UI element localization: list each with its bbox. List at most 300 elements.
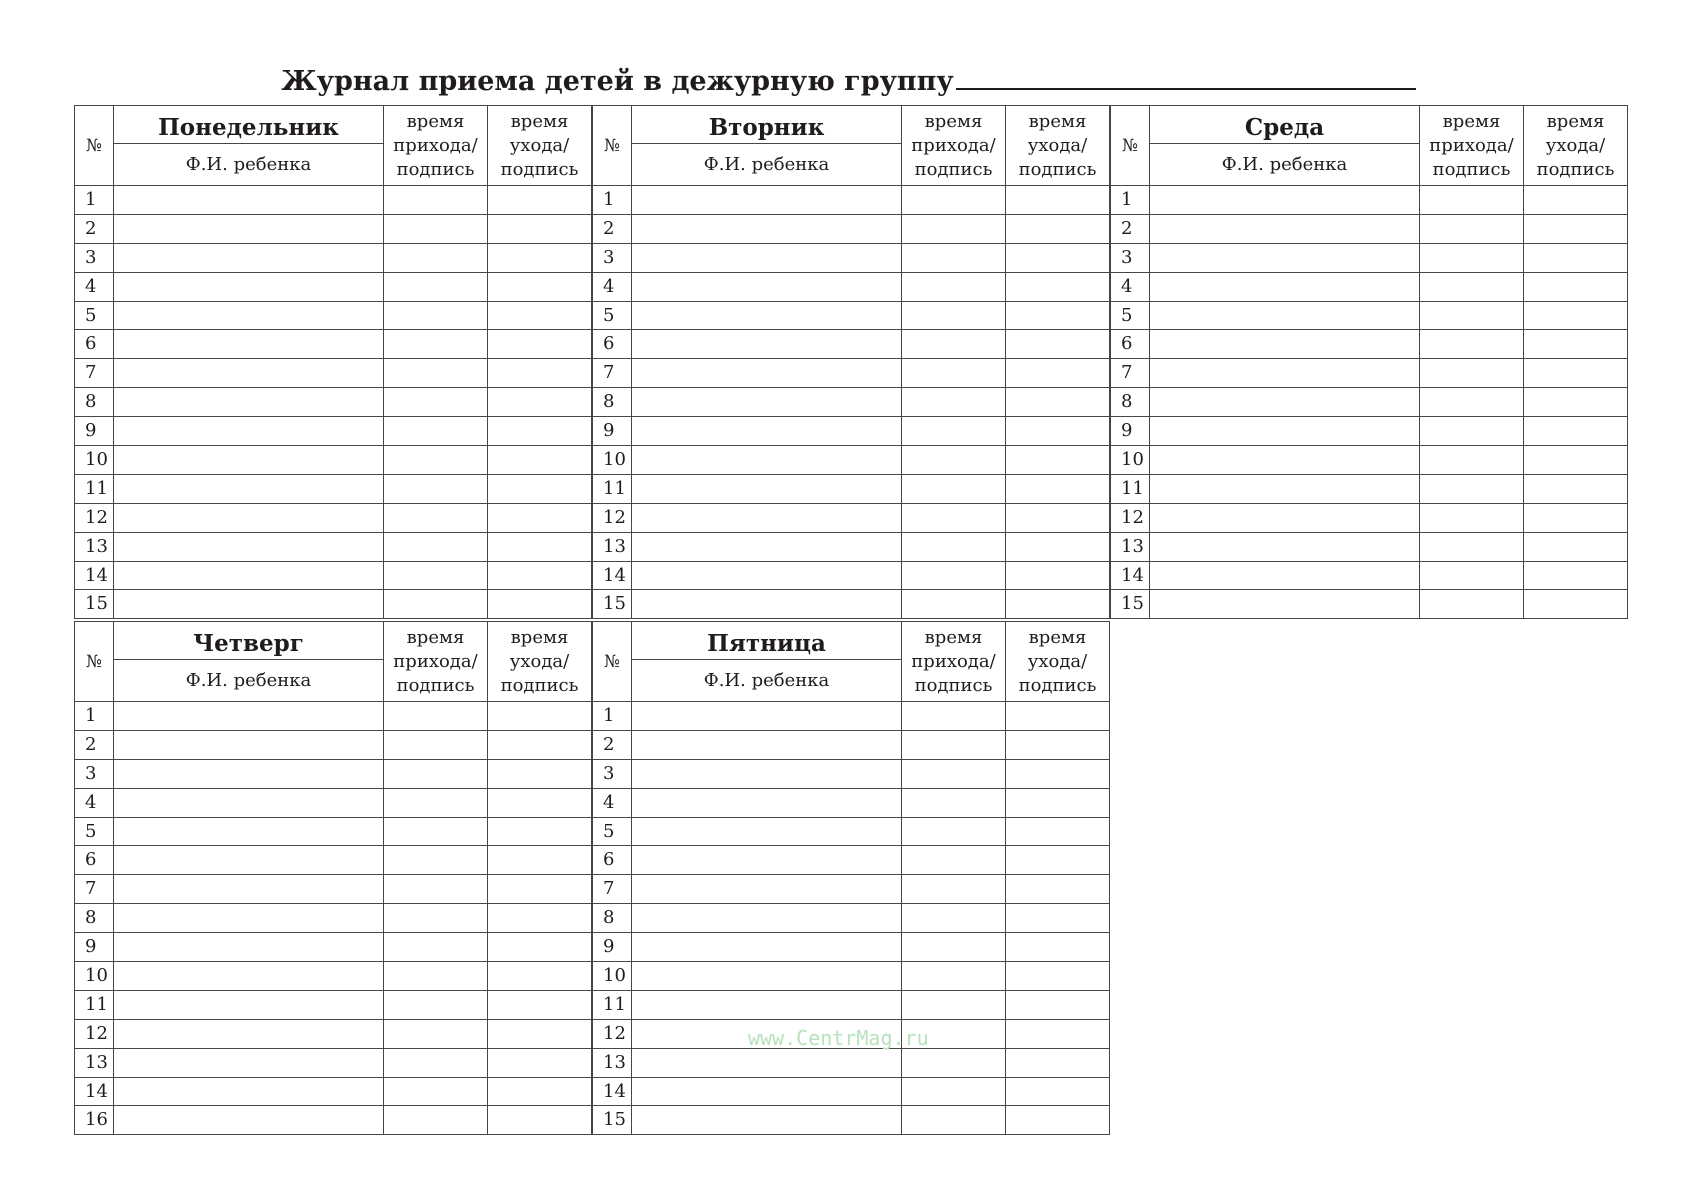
arrival-cell[interactable] <box>384 846 488 875</box>
leave-cell[interactable] <box>1006 272 1110 301</box>
child-name-cell[interactable] <box>632 990 902 1019</box>
arrival-cell[interactable] <box>902 846 1006 875</box>
leave-cell[interactable] <box>1524 272 1628 301</box>
leave-label-line1: время <box>510 626 569 648</box>
row-number: 9 <box>75 417 114 446</box>
arrival-cell[interactable] <box>902 962 1006 991</box>
leave-cell[interactable] <box>1524 503 1628 532</box>
child-name-cell[interactable] <box>114 702 384 731</box>
arrival-cell[interactable] <box>902 788 1006 817</box>
arrival-cell[interactable] <box>384 875 488 904</box>
arrival-cell[interactable] <box>384 446 488 475</box>
leave-cell[interactable] <box>488 904 592 933</box>
leave-cell[interactable] <box>488 788 592 817</box>
leave-label-line3: подпись <box>1018 674 1097 696</box>
arrival-cell[interactable] <box>384 1019 488 1048</box>
child-name-cell[interactable] <box>632 301 902 330</box>
arrival-cell[interactable] <box>1420 186 1524 215</box>
table-row <box>593 817 1110 846</box>
child-name-cell[interactable] <box>632 186 902 215</box>
arrival-cell[interactable] <box>1420 503 1524 532</box>
arrival-cell[interactable] <box>902 817 1006 846</box>
child-name-cell[interactable] <box>632 214 902 243</box>
leave-cell[interactable] <box>1524 243 1628 272</box>
leave-cell[interactable] <box>1006 990 1110 1019</box>
arrival-cell[interactable] <box>902 933 1006 962</box>
child-name-cell[interactable] <box>114 875 384 904</box>
child-name-cell[interactable] <box>1150 186 1420 215</box>
leave-cell[interactable] <box>488 875 592 904</box>
row-number: 12 <box>593 503 632 532</box>
table-row <box>593 788 1110 817</box>
table-row <box>75 788 592 817</box>
leave-cell[interactable] <box>1006 730 1110 759</box>
child-name-cell[interactable] <box>114 759 384 788</box>
row-number: 5 <box>593 301 632 330</box>
arrival-cell[interactable] <box>902 730 1006 759</box>
leave-cell[interactable] <box>1524 446 1628 475</box>
child-name-column-header: Ф.И. ребенка <box>114 144 384 186</box>
leave-cell[interactable] <box>488 503 592 532</box>
leave-cell[interactable] <box>1006 962 1110 991</box>
arrival-cell[interactable] <box>1420 301 1524 330</box>
table-row <box>593 417 1110 446</box>
child-name-cell[interactable] <box>632 846 902 875</box>
arrival-cell[interactable] <box>1420 590 1524 619</box>
leave-cell[interactable] <box>488 817 592 846</box>
leave-cell[interactable] <box>1006 817 1110 846</box>
child-name-cell[interactable] <box>114 990 384 1019</box>
arrival-cell[interactable] <box>1420 388 1524 417</box>
table-row <box>75 532 592 561</box>
leave-label-line1: время <box>1546 110 1605 132</box>
table-row <box>75 990 592 1019</box>
child-name-cell[interactable] <box>114 186 384 215</box>
table-row <box>75 301 592 330</box>
child-name-cell[interactable] <box>114 388 384 417</box>
leave-cell[interactable] <box>1006 846 1110 875</box>
arrival-cell[interactable] <box>384 933 488 962</box>
child-name-cell[interactable] <box>1150 243 1420 272</box>
arrival-cell[interactable] <box>384 301 488 330</box>
leave-cell[interactable] <box>1006 904 1110 933</box>
leave-time-header <box>488 622 592 702</box>
arrival-label-line2: прихода/ <box>1429 134 1514 156</box>
table-row <box>593 214 1110 243</box>
child-name-cell[interactable] <box>632 730 902 759</box>
number-column-header: № <box>593 106 632 186</box>
arrival-cell[interactable] <box>384 214 488 243</box>
arrival-cell[interactable] <box>902 990 1006 1019</box>
arrival-cell[interactable] <box>384 474 488 503</box>
child-name-cell[interactable] <box>114 532 384 561</box>
leave-cell[interactable] <box>488 730 592 759</box>
child-name-cell[interactable] <box>114 330 384 359</box>
child-name-cell[interactable] <box>114 962 384 991</box>
child-name-column-header: Ф.И. ребенка <box>632 144 902 186</box>
table-row <box>75 759 592 788</box>
arrival-cell[interactable] <box>902 186 1006 215</box>
child-name-cell[interactable] <box>1150 561 1420 590</box>
leave-cell[interactable] <box>1006 214 1110 243</box>
arrival-cell[interactable] <box>902 359 1006 388</box>
child-name-cell[interactable] <box>114 904 384 933</box>
row-number: 8 <box>1111 388 1150 417</box>
row-number: 1 <box>593 702 632 731</box>
arrival-cell[interactable] <box>902 1106 1006 1135</box>
arrival-cell[interactable] <box>902 503 1006 532</box>
child-name-cell[interactable] <box>114 1106 384 1135</box>
leave-label-line1: время <box>1028 110 1087 132</box>
table-row <box>593 962 1110 991</box>
arrival-cell[interactable] <box>1420 532 1524 561</box>
child-name-cell[interactable] <box>114 846 384 875</box>
leave-cell[interactable] <box>488 474 592 503</box>
arrival-cell[interactable] <box>384 359 488 388</box>
leave-cell[interactable] <box>488 532 592 561</box>
leave-cell[interactable] <box>1006 359 1110 388</box>
row-number: 10 <box>593 446 632 475</box>
row-number: 9 <box>1111 417 1150 446</box>
row-number: 6 <box>593 330 632 359</box>
leave-cell[interactable] <box>488 243 592 272</box>
child-name-cell[interactable] <box>1150 417 1420 446</box>
child-name-cell[interactable] <box>1150 301 1420 330</box>
leave-cell[interactable] <box>488 759 592 788</box>
arrival-cell[interactable] <box>384 730 488 759</box>
child-name-cell[interactable] <box>1150 590 1420 619</box>
arrival-cell[interactable] <box>902 474 1006 503</box>
row-number: 4 <box>1111 272 1150 301</box>
leave-cell[interactable] <box>1006 186 1110 215</box>
arrival-cell[interactable] <box>384 330 488 359</box>
table-row <box>593 561 1110 590</box>
arrival-cell[interactable] <box>902 417 1006 446</box>
arrival-cell[interactable] <box>384 1048 488 1077</box>
child-name-cell[interactable] <box>1150 388 1420 417</box>
child-name-cell[interactable] <box>114 446 384 475</box>
title-text: Журнал приема детей в дежурную группу <box>281 66 954 97</box>
child-name-cell[interactable] <box>632 243 902 272</box>
child-name-cell[interactable] <box>632 962 902 991</box>
leave-cell[interactable] <box>1006 446 1110 475</box>
leave-cell[interactable] <box>1006 243 1110 272</box>
leave-cell[interactable] <box>1006 702 1110 731</box>
leave-cell[interactable] <box>1006 1019 1110 1048</box>
child-name-cell[interactable] <box>1150 359 1420 388</box>
leave-cell[interactable] <box>488 301 592 330</box>
leave-time-header <box>1524 106 1628 186</box>
arrival-cell[interactable] <box>902 532 1006 561</box>
row-number: 4 <box>75 272 114 301</box>
arrival-cell[interactable] <box>902 702 1006 731</box>
row-number: 12 <box>593 1019 632 1048</box>
arrival-cell[interactable] <box>902 446 1006 475</box>
table-row <box>1111 272 1628 301</box>
arrival-cell[interactable] <box>1420 561 1524 590</box>
child-name-cell[interactable] <box>114 243 384 272</box>
leave-cell[interactable] <box>488 186 592 215</box>
row-number: 1 <box>1111 186 1150 215</box>
arrival-cell[interactable] <box>1420 214 1524 243</box>
table-row <box>593 933 1110 962</box>
arrival-cell[interactable] <box>384 962 488 991</box>
child-name-cell[interactable] <box>632 503 902 532</box>
arrival-cell[interactable] <box>384 186 488 215</box>
leave-cell[interactable] <box>488 590 592 619</box>
arrival-cell[interactable] <box>1420 330 1524 359</box>
leave-label-line2: ухода/ <box>1027 650 1088 672</box>
leave-cell[interactable] <box>488 846 592 875</box>
arrival-cell[interactable] <box>902 1048 1006 1077</box>
leave-cell[interactable] <box>1006 532 1110 561</box>
leave-cell[interactable] <box>1006 330 1110 359</box>
leave-cell[interactable] <box>1524 417 1628 446</box>
leave-time-header <box>488 106 592 186</box>
arrival-cell[interactable] <box>384 990 488 1019</box>
leave-cell[interactable] <box>1006 388 1110 417</box>
leave-cell[interactable] <box>488 561 592 590</box>
leave-cell[interactable] <box>1524 330 1628 359</box>
arrival-cell[interactable] <box>902 330 1006 359</box>
arrival-cell[interactable] <box>902 388 1006 417</box>
leave-cell[interactable] <box>1524 186 1628 215</box>
arrival-cell[interactable] <box>902 243 1006 272</box>
child-name-cell[interactable] <box>1150 446 1420 475</box>
leave-cell[interactable] <box>488 359 592 388</box>
leave-cell[interactable] <box>488 446 592 475</box>
arrival-label-line3: подпись <box>396 674 475 696</box>
table-row <box>75 272 592 301</box>
arrival-cell[interactable] <box>1420 417 1524 446</box>
arrival-cell[interactable] <box>902 590 1006 619</box>
leave-cell[interactable] <box>1524 590 1628 619</box>
arrival-cell[interactable] <box>902 759 1006 788</box>
row-number: 4 <box>593 272 632 301</box>
child-name-cell[interactable] <box>114 1048 384 1077</box>
arrival-cell[interactable] <box>1420 446 1524 475</box>
arrival-cell[interactable] <box>384 503 488 532</box>
child-name-cell[interactable] <box>114 272 384 301</box>
child-name-cell[interactable] <box>114 590 384 619</box>
arrival-cell[interactable] <box>384 532 488 561</box>
child-name-cell[interactable] <box>632 904 902 933</box>
row-number: 13 <box>75 1048 114 1077</box>
child-name-column-header: Ф.И. ребенка <box>1150 144 1420 186</box>
table-row <box>75 561 592 590</box>
row-number: 1 <box>75 702 114 731</box>
child-name-cell[interactable] <box>114 474 384 503</box>
child-name-cell[interactable] <box>1150 532 1420 561</box>
arrival-cell[interactable] <box>384 788 488 817</box>
table-row <box>75 214 592 243</box>
leave-cell[interactable] <box>488 330 592 359</box>
leave-cell[interactable] <box>1006 875 1110 904</box>
child-name-cell[interactable] <box>632 417 902 446</box>
arrival-cell[interactable] <box>384 817 488 846</box>
arrival-cell[interactable] <box>384 417 488 446</box>
leave-cell[interactable] <box>488 962 592 991</box>
leave-cell[interactable] <box>1524 214 1628 243</box>
child-name-cell[interactable] <box>114 417 384 446</box>
child-name-cell[interactable] <box>1150 503 1420 532</box>
leave-label-line1: время <box>510 110 569 132</box>
leave-cell[interactable] <box>1006 1106 1110 1135</box>
arrival-label-line2: прихода/ <box>911 650 996 672</box>
arrival-cell[interactable] <box>902 272 1006 301</box>
child-name-cell[interactable] <box>632 272 902 301</box>
arrival-cell[interactable] <box>384 1106 488 1135</box>
leave-cell[interactable] <box>1006 590 1110 619</box>
table-row <box>593 186 1110 215</box>
arrival-cell[interactable] <box>384 904 488 933</box>
arrival-cell[interactable] <box>1420 272 1524 301</box>
child-name-cell[interactable] <box>114 359 384 388</box>
arrival-cell[interactable] <box>902 875 1006 904</box>
child-name-cell[interactable] <box>114 817 384 846</box>
arrival-cell[interactable] <box>384 759 488 788</box>
leave-cell[interactable] <box>1524 359 1628 388</box>
row-number: 15 <box>1111 590 1150 619</box>
arrival-cell[interactable] <box>384 272 488 301</box>
leave-cell[interactable] <box>1006 561 1110 590</box>
leave-cell[interactable] <box>1006 301 1110 330</box>
child-name-cell[interactable] <box>114 933 384 962</box>
row-number: 3 <box>593 759 632 788</box>
leave-cell[interactable] <box>488 702 592 731</box>
leave-cell[interactable] <box>488 1048 592 1077</box>
table-row <box>75 962 592 991</box>
leave-cell[interactable] <box>488 1019 592 1048</box>
arrival-cell[interactable] <box>384 1077 488 1106</box>
arrival-cell[interactable] <box>902 904 1006 933</box>
child-name-cell[interactable] <box>632 817 902 846</box>
table-row <box>1111 359 1628 388</box>
child-name-cell[interactable] <box>114 1019 384 1048</box>
table-row <box>1111 388 1628 417</box>
arrival-cell[interactable] <box>1420 359 1524 388</box>
row-number: 14 <box>75 561 114 590</box>
child-name-cell[interactable] <box>114 788 384 817</box>
child-name-cell[interactable] <box>1150 214 1420 243</box>
row-number: 3 <box>75 759 114 788</box>
child-name-cell[interactable] <box>114 301 384 330</box>
row-number: 5 <box>75 817 114 846</box>
child-name-cell[interactable] <box>632 388 902 417</box>
child-name-cell[interactable] <box>632 474 902 503</box>
child-name-cell[interactable] <box>114 730 384 759</box>
leave-cell[interactable] <box>488 214 592 243</box>
row-number: 11 <box>75 474 114 503</box>
leave-cell[interactable] <box>488 272 592 301</box>
child-name-cell[interactable] <box>114 214 384 243</box>
row-number: 6 <box>1111 330 1150 359</box>
child-name-cell[interactable] <box>632 702 902 731</box>
child-name-cell[interactable] <box>114 1077 384 1106</box>
leave-time-header <box>1006 622 1110 702</box>
arrival-cell[interactable] <box>384 702 488 731</box>
child-name-cell[interactable] <box>632 875 902 904</box>
row-number: 8 <box>75 388 114 417</box>
leave-cell[interactable] <box>1006 474 1110 503</box>
arrival-cell[interactable] <box>902 214 1006 243</box>
leave-label-line2: ухода/ <box>1027 134 1088 156</box>
arrival-cell[interactable] <box>902 301 1006 330</box>
leave-cell[interactable] <box>488 990 592 1019</box>
child-name-cell[interactable] <box>632 1077 902 1106</box>
leave-cell[interactable] <box>488 1106 592 1135</box>
table-row <box>593 359 1110 388</box>
child-name-cell[interactable] <box>114 561 384 590</box>
child-name-cell[interactable] <box>632 933 902 962</box>
table-row <box>1111 532 1628 561</box>
row-number: 9 <box>75 933 114 962</box>
leave-cell[interactable] <box>1524 388 1628 417</box>
leave-cell[interactable] <box>488 1077 592 1106</box>
leave-label-line2: ухода/ <box>1545 134 1606 156</box>
row-number: 3 <box>593 243 632 272</box>
arrival-time-header <box>1420 106 1524 186</box>
child-name-cell[interactable] <box>114 503 384 532</box>
arrival-cell[interactable] <box>384 590 488 619</box>
child-name-cell[interactable] <box>632 532 902 561</box>
arrival-cell[interactable] <box>384 388 488 417</box>
child-name-cell[interactable] <box>632 590 902 619</box>
row-number: 14 <box>593 1077 632 1106</box>
child-name-cell[interactable] <box>632 330 902 359</box>
leave-cell[interactable] <box>1524 561 1628 590</box>
table-row <box>1111 561 1628 590</box>
arrival-cell[interactable] <box>902 1077 1006 1106</box>
arrival-cell[interactable] <box>384 243 488 272</box>
child-name-cell[interactable] <box>1150 330 1420 359</box>
row-number: 14 <box>75 1077 114 1106</box>
leave-cell[interactable] <box>1006 759 1110 788</box>
leave-cell[interactable] <box>488 417 592 446</box>
arrival-cell[interactable] <box>1420 474 1524 503</box>
leave-cell[interactable] <box>1524 474 1628 503</box>
leave-cell[interactable] <box>1006 503 1110 532</box>
row-number: 13 <box>75 532 114 561</box>
child-name-cell[interactable] <box>1150 272 1420 301</box>
leave-cell[interactable] <box>1524 301 1628 330</box>
leave-cell[interactable] <box>488 388 592 417</box>
table-row <box>75 933 592 962</box>
arrival-cell[interactable] <box>902 561 1006 590</box>
leave-cell[interactable] <box>1006 1048 1110 1077</box>
table-row <box>75 359 592 388</box>
child-name-cell[interactable] <box>632 788 902 817</box>
arrival-cell[interactable] <box>384 561 488 590</box>
child-name-cell[interactable] <box>632 1106 902 1135</box>
leave-cell[interactable] <box>1524 532 1628 561</box>
child-name-cell[interactable] <box>632 759 902 788</box>
leave-cell[interactable] <box>1006 1077 1110 1106</box>
child-name-cell[interactable] <box>632 1048 902 1077</box>
child-name-cell[interactable] <box>632 561 902 590</box>
leave-cell[interactable] <box>1006 788 1110 817</box>
leave-cell[interactable] <box>1006 933 1110 962</box>
leave-cell[interactable] <box>488 933 592 962</box>
leave-cell[interactable] <box>1006 417 1110 446</box>
row-number: 5 <box>1111 301 1150 330</box>
arrival-cell[interactable] <box>1420 243 1524 272</box>
child-name-cell[interactable] <box>632 359 902 388</box>
child-name-cell[interactable] <box>1150 474 1420 503</box>
table-row <box>75 417 592 446</box>
row-number: 13 <box>593 1048 632 1077</box>
child-name-cell[interactable] <box>632 446 902 475</box>
